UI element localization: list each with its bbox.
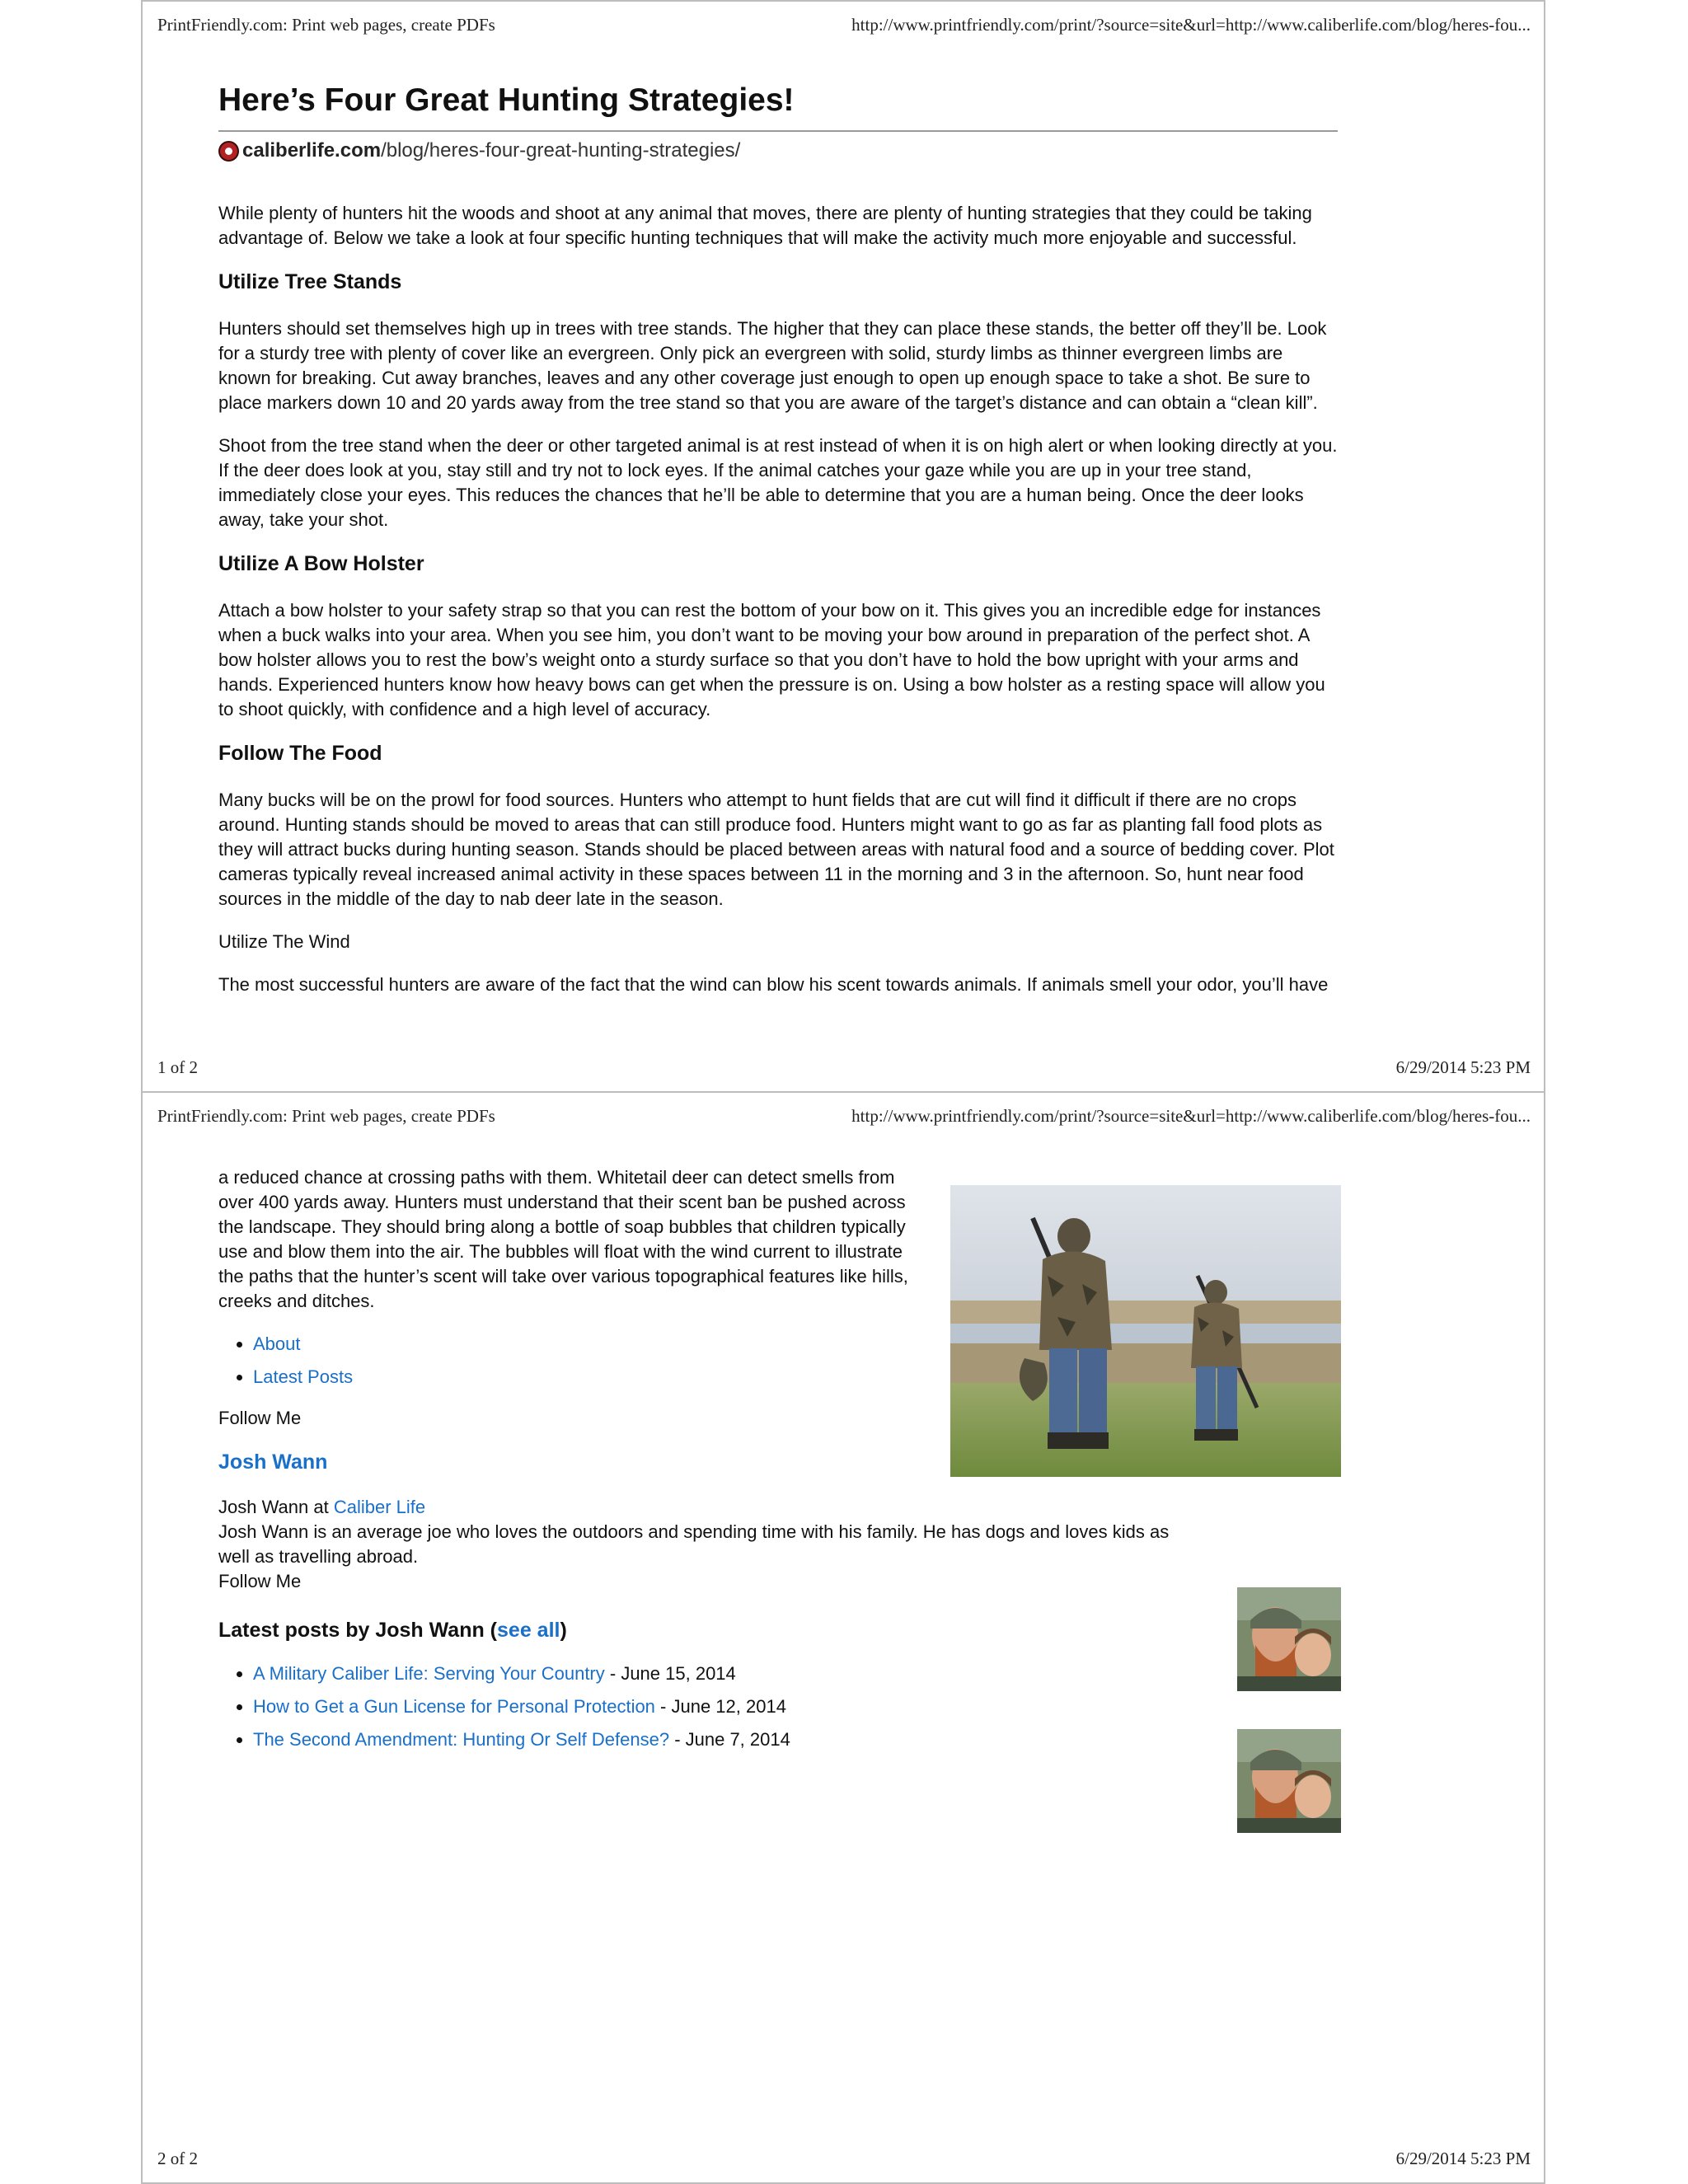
latest-posts-heading-text: Latest posts by Josh Wann ( (218, 1619, 498, 1642)
hunters-photo (950, 1185, 1341, 1477)
page-number: 2 of 2 (157, 2149, 198, 2168)
print-page-1 (141, 0, 1545, 1093)
post-link[interactable]: How to Get a Gun License for Personal Protection (253, 1696, 655, 1717)
paragraph: Attach a bow holster to your safety strap so that you can rest the bottom of your bow on it. This gives you an incredible edge for instances when a buck walks into your area. When you see him, you don’t want to be moving your bow around in preparation of the perfect shot. A bow holster allows you to rest the bow’s weight onto a sturdy surface so that you don’t have to hold the bow upright with your arms and hands. Experienced hunters know how heavy bows can get when the pressure is on. Using a bow holster as a resting space will allow you to shoot quickly, with confidence and a high level of accuracy. (218, 600, 1325, 719)
list-item (253, 1694, 1338, 1719)
print-header (157, 1106, 1531, 1127)
header-url[interactable]: http://www.printfriendly.com/print/?source=site&url=http://www.caliberlife.com/blog/heres-fou... (851, 15, 1531, 35)
paragraph: The most successful hunters are aware of the fact that the wind can blow his scent towards animals. If animals smell your odor, you’ll have (218, 974, 1329, 995)
section-heading-bow-holster: Utilize A Bow Holster (218, 552, 424, 575)
latest-posts-heading-close: ) (560, 1619, 567, 1642)
post-date: - June 12, 2014 (654, 1696, 786, 1717)
list-item (253, 1727, 1338, 1752)
article-title: Here’s Four Great Hunting Strategies! (218, 81, 1338, 132)
print-timestamp: 6/29/2014 5:23 PM (1395, 2149, 1531, 2168)
post-link[interactable]: A Military Caliber Life: Serving Your Country (253, 1663, 605, 1684)
post-date: - June 15, 2014 (604, 1663, 736, 1684)
article-body-page-1 (218, 81, 1338, 1015)
section-heading-tree-stands: Utilize Tree Stands (218, 270, 402, 293)
author-name-link[interactable]: Josh Wann (218, 1451, 328, 1474)
page-number: 1 of 2 (157, 1057, 198, 1077)
intro-paragraph: While plenty of hunters hit the woods and shoot at any animal that moves, there are plenty of hunting strategies that they could be taking advantage of. Below we take a look at four specific hunting techniques that will make the activity much more enjoyable and successful. (218, 203, 1312, 248)
section-heading-wind: Utilize The Wind (218, 931, 350, 952)
print-footer (157, 2149, 1531, 2169)
header-site-title: PrintFriendly.com: Print web pages, create PDFs (157, 1106, 495, 1126)
author-at-prefix: Josh Wann at (218, 1497, 329, 1517)
see-all-link[interactable]: see all (497, 1619, 560, 1642)
latest-posts-list (218, 1661, 1338, 1752)
source-path: /blog/heres-four-great-hunting-strategies/ (381, 139, 741, 162)
site-link[interactable]: Caliber Life (333, 1497, 426, 1517)
print-timestamp: 6/29/2014 5:23 PM (1395, 1057, 1531, 1077)
follow-me-label: Follow Me (218, 1408, 302, 1428)
author-avatar[interactable] (1237, 1587, 1341, 1691)
post-link[interactable]: The Second Amendment: Hunting Or Self Defense? (253, 1729, 670, 1750)
header-site-title: PrintFriendly.com: Print web pages, create PDFs (157, 15, 495, 35)
article-source[interactable] (218, 138, 1338, 163)
author-bio (218, 1495, 1175, 1594)
post-date: - June 7, 2014 (669, 1729, 790, 1750)
latest-posts-heading (218, 1617, 1338, 1643)
paragraph: a reduced chance at crossing paths with them. Whitetail deer can detect smells from over 400 yards away. Hunters must understand that their scent ban be pushed across the landscape. They should bring along a bottle of soap bubbles that children typically use and blow them into the air. The bubbles will float with the wind current to illustrate the paths that the hunter’s scent will take over various topographical features like hills, creeks and ditches. (218, 1167, 908, 1311)
tab-about-link[interactable]: About (253, 1333, 301, 1354)
print-footer (157, 1057, 1531, 1078)
paragraph: Shoot from the tree stand when the deer or other targeted animal is at rest instead of when it is on high alert or when looking directly at you. If the deer does look at you, stay still and try not to lock eyes. If the animal catches your gaze while you are up in your tree stand, immediately close your eyes. This reduces the chances that he’ll be able to determine that you are a human being. Once the deer looks away, take your shot. (218, 435, 1338, 530)
print-page-2 (141, 1093, 1545, 2184)
tab-latest-posts-link[interactable]: Latest Posts (253, 1366, 354, 1387)
author-bio-text: Josh Wann is an average joe who loves the outdoors and spending time with his family. He has dogs and loves kids as well as travelling abroad. (218, 1521, 1170, 1567)
print-header (157, 15, 1531, 35)
paragraph: Hunters should set themselves high up in trees with tree stands. The higher that they can place these stands, the better off they’ll be. Look for a sturdy tree with plenty of cover like an evergreen. Only pick an evergreen with solid, sturdy limbs as thinner evergreen limbs are known for breaking. Cut away branches, leaves and any other coverage just enough to open up enough space to take a shot. Be sure to place markers down 10 and 20 yards away from the tree stand so that you are aware of the target’s distance and can obtain a “clean kill”. (218, 318, 1327, 413)
follow-me-label-2: Follow Me (218, 1571, 302, 1591)
paragraph: Many bucks will be on the prowl for food sources. Hunters who attempt to hunt fields that are cut will find it difficult if there are no crops around. Hunting stands should be moved to areas that can still produce food. Hunters might want to go as far as planting fall food plots as they will attract bucks during hunting season. Stands should be placed between areas with natural food and a source of bedding cover. Plot cameras typically reveal increased animal activity in these spaces between 11 in the morning and 3 in the afternoon. So, hunt near food sources in the middle of the day to nab deer late in the season. (218, 790, 1334, 909)
author-avatar-latest-posts[interactable] (1237, 1729, 1341, 1833)
article-body-page-2 (218, 1165, 1338, 1769)
header-url[interactable]: http://www.printfriendly.com/print/?source=site&url=http://www.caliberlife.com/blog/heres-fou... (851, 1106, 1531, 1126)
list-item (253, 1661, 1338, 1686)
source-domain: caliberlife.com (242, 139, 382, 162)
caliberlife-logo-icon (218, 141, 239, 162)
section-heading-follow-food: Follow The Food (218, 742, 382, 765)
